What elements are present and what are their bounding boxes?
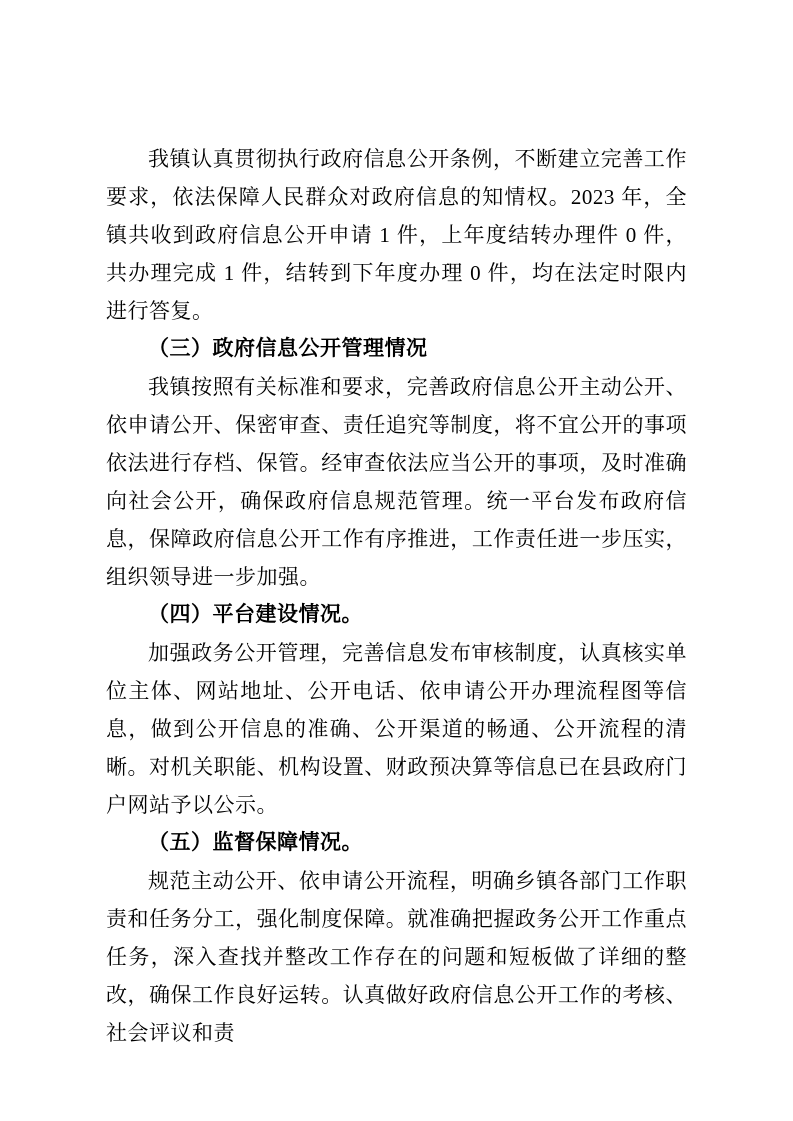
paragraph-supervision-guarantee: 规范主动公开、依申请公开流程，明确乡镇各部门工作职责和任务分工，强化制度保障。就准确把握政务公开工作重点任务，深入查找并整改工作存在的问题和短板做了详细的整改，确保工作良好运转。认真做好政府信息公开工作的考核、社会评议和责 [106, 869, 687, 1045]
heading-section-3-info-management: （三）政府信息公开管理情况 [148, 337, 428, 360]
heading-section-4-platform-construction: （四）平台建设情况。 [148, 603, 363, 626]
heading-section-5-supervision-guarantee: （五）监督保障情况。 [148, 831, 363, 854]
paragraph-annual-summary: 我镇认真贯彻执行政府信息公开条例，不断建立完善工作要求，依法保障人民群众对政府信息的知情权。2023 年，全镇共收到政府信息公开申请 1 件，上年度结转办理件 0 件，共办理完成 1 件，结转到下年度办理 0 件，均在法定时限内进行答复。 [106, 147, 687, 323]
paragraph-platform-construction: 加强政务公开管理，完善信息发布审核制度，认真核实单位主体、网站地址、公开电话、依申请公开办理流程图等信息，做到公开信息的准确、公开渠道的畅通、公开流程的清晰。对机关职能、机构设置、财政预决算等信息已在县政府门户网站予以公示。 [106, 641, 687, 817]
paragraph-info-management: 我镇按照有关标准和要求，完善政府信息公开主动公开、依申请公开、保密审查、责任追究等制度，将不宜公开的事项依法进行存档、保管。经审查依法应当公开的事项，及时准确向社会公开，确保政府信息规范管理。统一平台发布政府信息，保障政府信息公开工作有序推进，工作责任进一步压实，组织领导进一步加强。 [106, 375, 687, 589]
document-body [106, 140, 687, 1052]
